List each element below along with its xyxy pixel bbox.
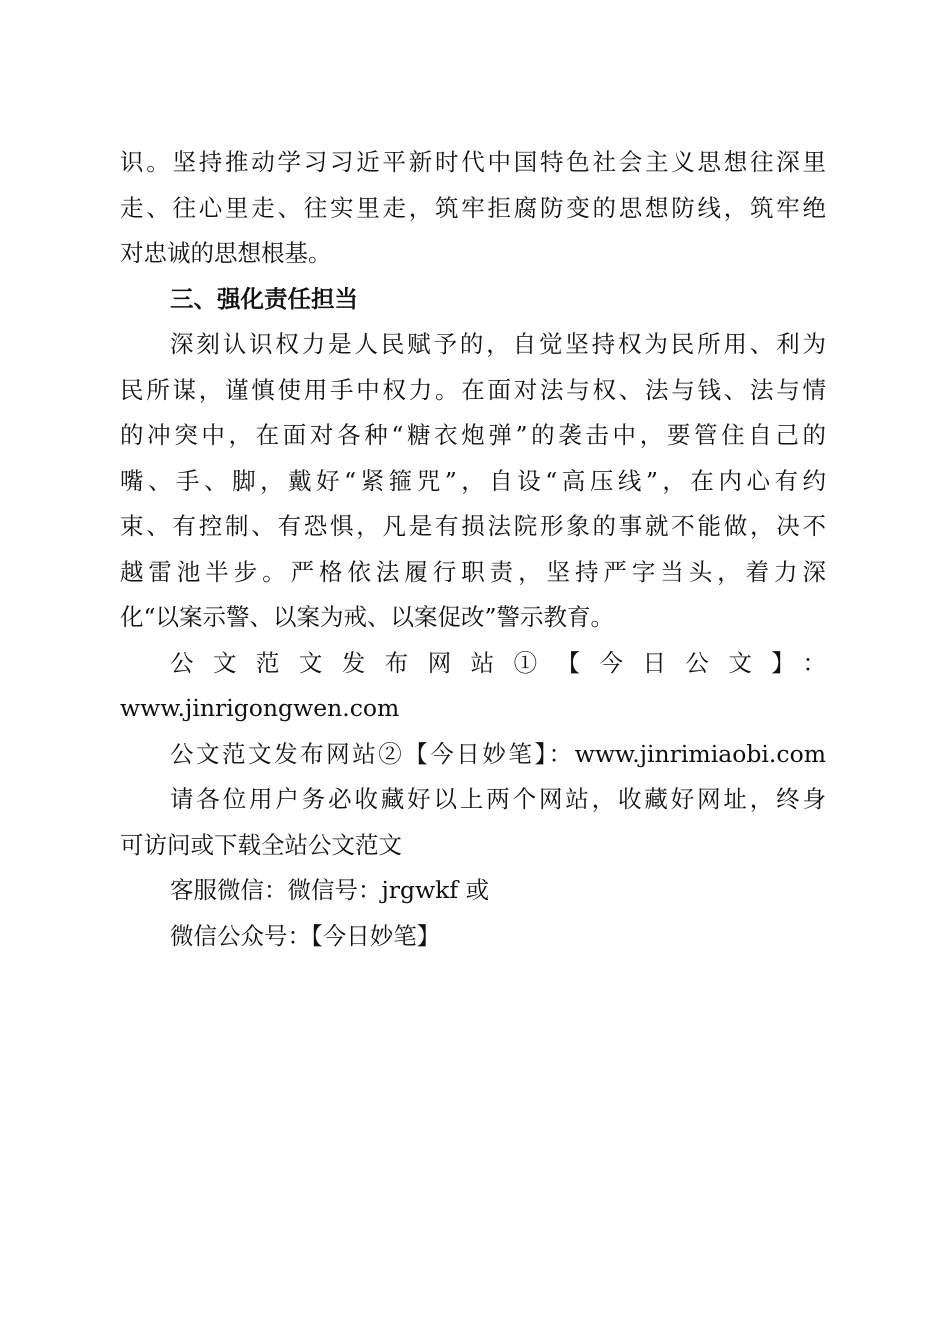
text-line: 越雷池半步。严格依法履行职责，坚持严字当头，着力深	[120, 557, 826, 586]
text-line: 可访问或下载全站公文范文	[120, 830, 402, 859]
text-line: 对忠诚的思想根基。	[120, 239, 332, 267]
text-line: 请各位用户务必收藏好以上两个网站，收藏好网址，终身	[170, 785, 826, 813]
site-1-title: 公文范文发布网站①【今日公文】：	[170, 648, 826, 677]
text-line: 深刻认识权力是人民赋予的，自觉坚持权为民所用、利为	[170, 330, 826, 358]
paragraph-responsibility	[120, 322, 826, 641]
text-line: 民所谋，谨慎使用手中权力。在面对法与权、法与钱、法与情	[120, 375, 826, 404]
site-info-1	[120, 641, 826, 732]
text-line: 嘴、手、脚，戴好“紧箍咒”，自设“高压线”，在内心有约	[120, 466, 826, 495]
document-page	[120, 140, 826, 959]
customer-service-wechat: 客服微信：微信号：jrgwkf 或	[170, 876, 490, 904]
paragraph-ideology	[120, 140, 826, 277]
text-line: 走、往心里走、往实里走，筑牢拒腐防变的思想防线，筑牢绝	[120, 193, 826, 222]
text-line: 束、有控制、有恐惧，凡是有损法院形象的事就不能做，决不	[120, 512, 826, 540]
text-line: 识。坚持推动学习习近平新时代中国特色社会主义思想往深里	[120, 148, 826, 176]
text-line: 的冲突中，在面对各种“糖衣炮弹”的袭击中，要管住自己的	[120, 421, 826, 449]
site-1-url: www.jinrigongwen.com	[120, 694, 400, 722]
section-heading: 三、强化责任担当	[170, 284, 358, 313]
site-info-2: 公文范文发布网站②【今日妙笔】：www.jinrimiaobi.com	[170, 739, 826, 768]
official-account: 微信公众号：【今日妙笔】	[170, 921, 441, 950]
text-line: 化“以案示警、以案为戒、以案促改”警示教育。	[120, 603, 615, 631]
bookmark-notice	[120, 777, 826, 868]
